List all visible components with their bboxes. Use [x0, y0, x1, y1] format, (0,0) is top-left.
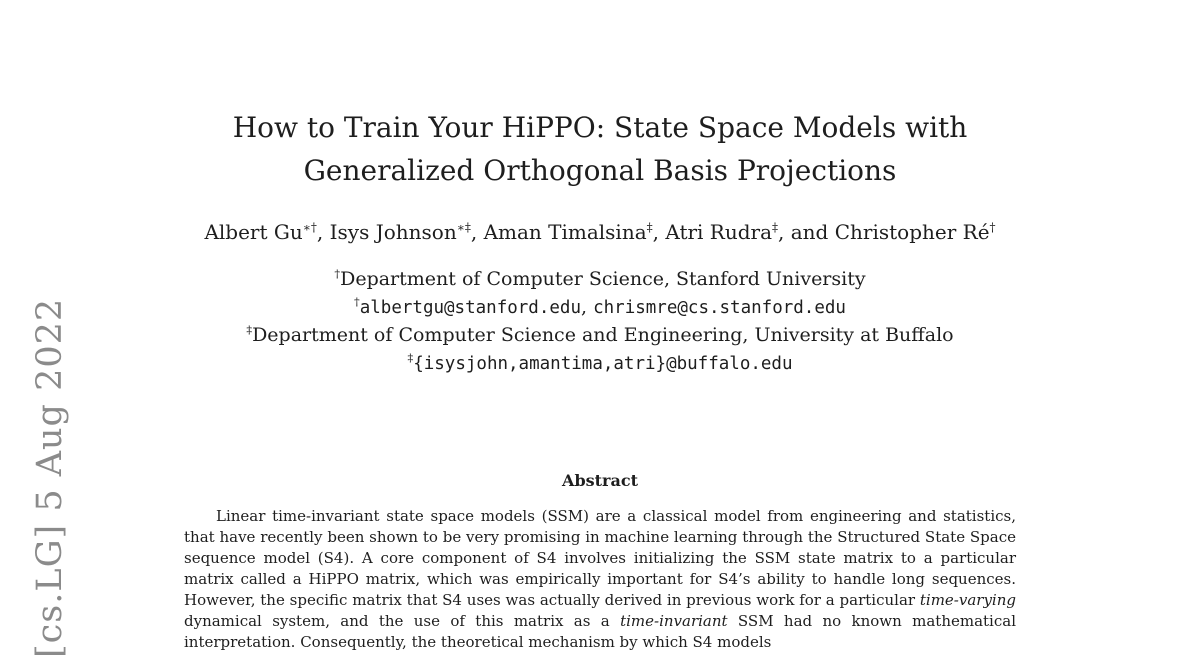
- affiliation-stanford-emails: [0, 294, 1200, 323]
- email-separator: ,: [581, 295, 594, 318]
- email-chrismre: chrismre@cs.stanford.edu: [593, 297, 846, 318]
- author-0: Albert Gu∗†,: [204, 220, 330, 244]
- abstract-segment-0: Linear time-invariant state space models (SSM) are a classical model from engineering and statistics, that have recently been shown to be very promising in machine learning through the Structured State Space sequence model (S4). A core component of S4 involves initializing the SSM state matrix to a particular matrix called a HiPPO matrix, which was empirically important for S4’s ability to handle long sequences. However, the specific matrix that S4 uses was actually derived in previous work for a particular: [184, 507, 1016, 609]
- double-dagger-mark: ‡: [407, 350, 414, 365]
- author-3-affil-marks: ‡: [772, 220, 779, 235]
- affiliation-buffalo-emails: [0, 350, 1200, 379]
- email-albertgu: albertgu@stanford.edu: [359, 297, 581, 318]
- author-1: Isys Johnson∗‡,: [329, 220, 484, 244]
- abstract-heading: Abstract: [562, 471, 638, 490]
- author-3-separator: , and: [778, 220, 835, 244]
- emails-buffalo: {isysjohn,amantima,atri}@buffalo.edu: [413, 353, 793, 374]
- dagger-mark: †: [354, 294, 360, 309]
- author-0-separator: ,: [316, 220, 330, 244]
- author-2-separator: ,: [652, 220, 666, 244]
- affiliation-stanford: †Department of Computer Science, Stanford University: [334, 266, 866, 290]
- author-4: Christopher Ré†: [834, 220, 996, 244]
- paper-title-line-1: How to Train Your HiPPO: State Space Models with: [232, 111, 968, 144]
- abstract-text: [184, 506, 1016, 653]
- abstract-segment-2: dynamical system, and the use of this matrix as a: [184, 612, 621, 630]
- author-1-affil-marks: ∗‡: [456, 220, 471, 235]
- paper-title: [0, 106, 1200, 192]
- author-4-affil-marks: †: [989, 220, 996, 235]
- author-line: [0, 219, 1200, 245]
- author-3: Atri Rudra‡, and: [665, 220, 835, 244]
- arxiv-watermark: [cs.LG] 5 Aug 2022: [30, 297, 70, 658]
- author-2: Aman Timalsina‡,: [483, 220, 666, 244]
- abstract-segment-1-italic: time-varying: [919, 591, 1016, 609]
- affiliations-block: [0, 266, 1200, 378]
- abstract-segment-4: SSM had no known mathematical interpretation. Consequently, the theoretical mechanism by which S4 models: [184, 612, 1016, 651]
- author-1-separator: ,: [470, 220, 484, 244]
- author-2-affil-marks: ‡: [646, 220, 653, 235]
- abstract-segment-3-italic: time-invariant: [620, 612, 728, 630]
- affiliation-buffalo: ‡Department of Computer Science and Engineering, University at Buffalo: [246, 322, 954, 346]
- double-dagger-mark: ‡: [246, 322, 253, 337]
- paper-title-line-2: Generalized Orthogonal Basis Projections: [303, 154, 897, 187]
- author-0-affil-marks: ∗†: [302, 220, 317, 235]
- dagger-mark: †: [334, 266, 341, 281]
